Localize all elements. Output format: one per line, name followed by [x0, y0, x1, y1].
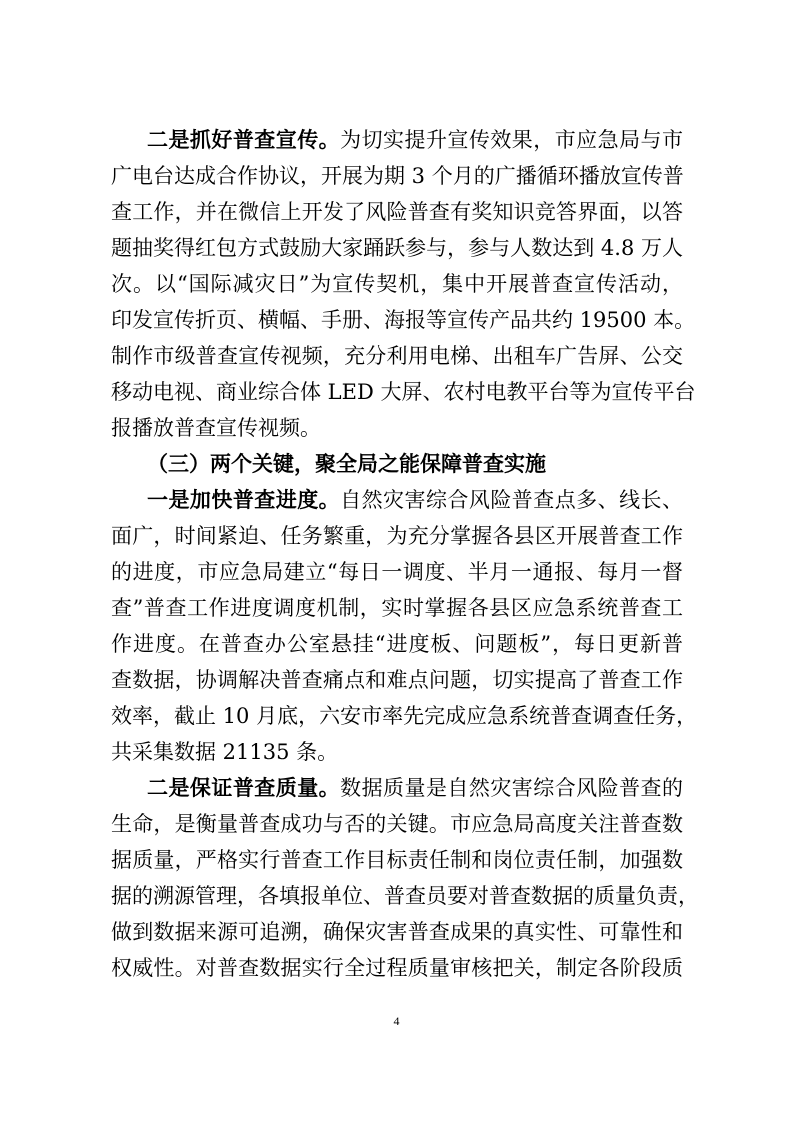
paragraph-line	[147, 771, 683, 805]
paragraph-line: 共采集数据 21135 条。	[111, 740, 339, 764]
paragraph-lead: 二是抓好普查宣传。	[147, 128, 341, 152]
paragraph-line: 权威性。对普查数据实行全过程质量审核把关，制定各阶段质	[111, 956, 683, 980]
paragraph-line	[147, 483, 683, 517]
page-number: 4	[393, 1014, 400, 1028]
paragraph-line: 次。以“国际减灾日”为宣传契机，集中开展普查宣传活动，	[111, 272, 683, 296]
paragraph-text: 数据质量是自然灾害综合风险普查的	[340, 776, 683, 800]
paragraph-line: 查”普查工作进度调度机制，实时掌握各县区应急系统普查工	[111, 596, 683, 620]
paragraph-text: 自然灾害综合风险普查点多、线长、	[340, 488, 683, 512]
paragraph-line: 据的溯源管理，各填报单位、普查员要对普查数据的质量负责，	[111, 884, 699, 908]
paragraph-line: 的进度，市应急局建立“每日一调度、半月一通报、每月一督	[111, 560, 683, 584]
paragraph-line: 广电台达成合作协议，开展为期 3 个月的广播循环播放宣传普	[111, 164, 684, 188]
paragraph-line: 查数据，协调解决普查痛点和难点问题，切实提高了普查工作	[111, 668, 683, 692]
paragraph-line: 题抽奖得红包方式鼓励大家踊跃参与，参与人数达到 4.8 万人	[111, 236, 683, 260]
paragraph-lead: 一是加快普查进度。	[147, 488, 341, 512]
paragraph-line: 据质量，严格实行普查工作目标责任制和岗位责任制，加强数	[111, 848, 683, 872]
paragraph-line: 移动电视、商业综合体 LED 大屏、农村电教平台等为宣传平台	[111, 380, 696, 404]
paragraph-line: 作进度。在普查办公室悬挂“进度板、问题板”，每日更新普	[111, 632, 683, 656]
paragraph-line: 印发宣传折页、横幅、手册、海报等宣传产品共约 19500 本。	[111, 308, 696, 332]
paragraph-line: 生命，是衡量普查成功与否的关键。市应急局高度关注普查数	[111, 812, 683, 836]
paragraph-line: 报播放普查宣传视频。	[111, 416, 321, 440]
section-heading: （三）两个关键，聚全局之能保障普查实施	[147, 452, 546, 476]
paragraph-lead: 二是保证普查质量。	[147, 776, 341, 800]
paragraph-line: 查工作，并在微信上开发了风险普查有奖知识竞答界面，以答	[111, 200, 683, 224]
paragraph-line	[147, 123, 683, 157]
paragraph-line: 制作市级普查宣传视频，充分利用电梯、出租车广告屏、公交	[111, 344, 683, 368]
paragraph-line: 面广，时间紧迫、任务繁重，为充分掌握各县区开展普查工作	[111, 524, 683, 548]
paragraph-line: 效率，截止 10 月底，六安市率先完成应急系统普查调查任务，	[111, 704, 698, 728]
paragraph-text: 为切实提升宣传效果，市应急局与市	[340, 128, 683, 152]
paragraph-line: 做到数据来源可追溯，确保灾害普查成果的真实性、可靠性和	[111, 920, 683, 944]
